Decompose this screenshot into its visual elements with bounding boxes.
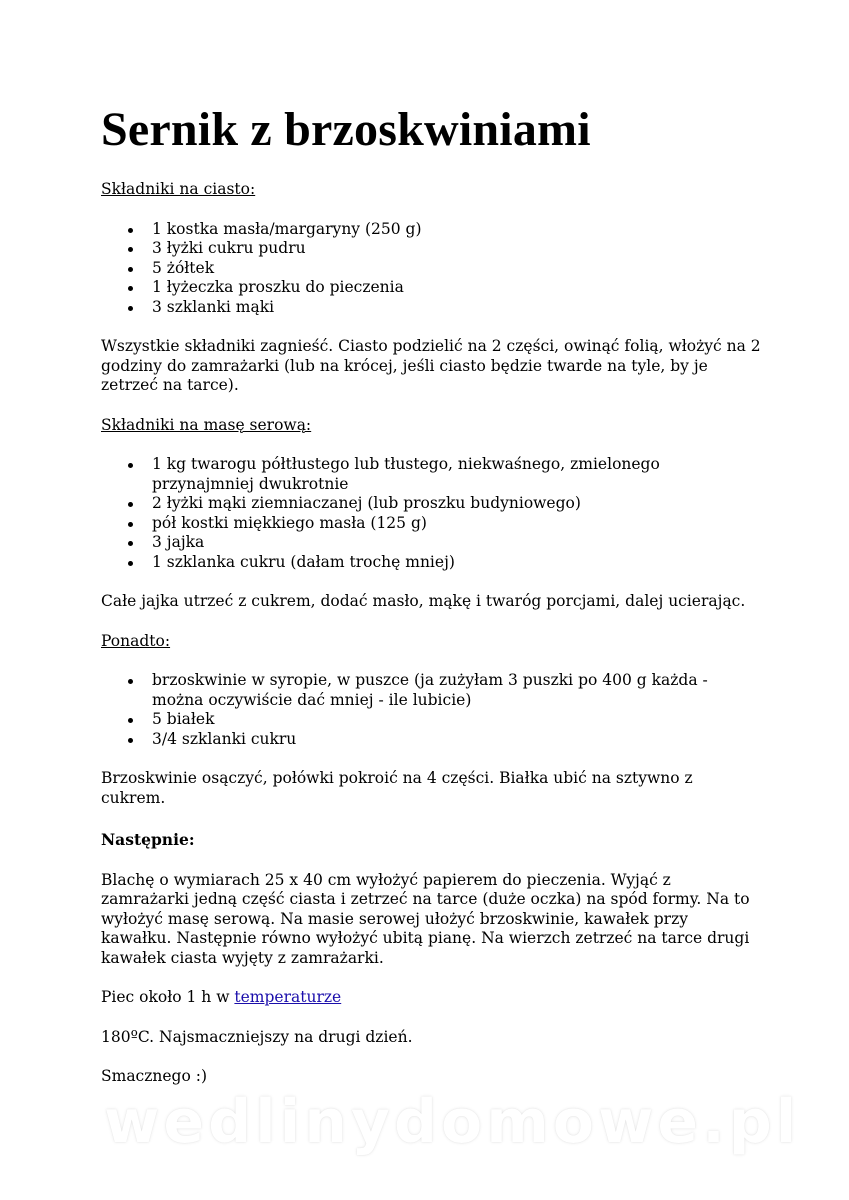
recipe-document	[101, 100, 761, 1107]
cheese-instructions: Całe jajka utrzeć z cukrem, dodać masło, mąkę i twaróg porcjami, dalej ucierając.	[101, 592, 746, 610]
cheese-ingredients-list	[101, 455, 761, 572]
dough-ingredients-list	[101, 220, 761, 318]
closing-text: Smacznego :)	[101, 1067, 208, 1085]
extra-heading: Ponadto:	[101, 631, 171, 650]
dough-heading: Składniki na ciasto:	[101, 180, 256, 198]
temperature-link[interactable]: temperaturze	[234, 988, 342, 1006]
next-heading: Następnie:	[101, 830, 195, 849]
list-item: 1 szklanka cukru (dałam trochę mniej)	[152, 553, 761, 573]
bake-prefix: Piec około 1 h w	[101, 988, 235, 1006]
list-item: 1 kg twarogu półtłustego lub tłustego, niekwaśnego, zmielonego przynajmniej dwukrotnie	[152, 455, 761, 494]
list-item: 5 białek	[152, 710, 761, 730]
dough-instructions: Wszystkie składniki zagnieść. Ciasto podzielić na 2 części, owinąć folią, włożyć na 2 godziny do zamrażarki (lub na krócej, jeśli ciasto będzie twarde na tyle, by je zetrzeć na tarce).	[101, 337, 761, 394]
next-instructions: Blachę o wymiarach 25 x 40 cm wyłożyć papierem do pieczenia. Wyjąć z zamrażarki jedną część ciasta i zetrzeć na tarce (duże oczka) na spód formy. Na to wyłożyć masę serową. Na masie serowej ułożyć brzoskwinie, kawałek przy kawałku. Następnie równo wyłożyć ubitą pianę. Na wierzch zetrzeć na tarce drugi kawałek ciasta wyjęty z zamrażarki.	[101, 870, 750, 967]
list-item: 3 łyżki cukru pudru	[152, 239, 761, 259]
extra-instructions: Brzoskwinie osączyć, połówki pokroić na 4 części. Białka ubić na sztywno z cukrem.	[101, 769, 693, 807]
watermark: wedlinydomowe.pl	[104, 1087, 801, 1157]
list-item: pół kostki miękkiego masła (125 g)	[152, 514, 761, 534]
bake-temperature-line: 180ºC. Najsmaczniejszy na drugi dzień.	[101, 1027, 413, 1046]
list-item: 3/4 szklanki cukru	[152, 730, 761, 750]
list-item: brzoskwinie w syropie, w puszce (ja zużyłam 3 puszki po 400 g każda - można oczywiście dać mniej - ile lubicie)	[152, 671, 761, 710]
page-title: Sernik z brzoskwiniami	[101, 103, 591, 156]
list-item: 5 żółtek	[152, 259, 761, 279]
bake-line	[101, 988, 761, 1008]
list-item: 3 szklanki mąki	[152, 298, 761, 318]
cheese-heading: Składniki na masę serową:	[101, 415, 312, 434]
list-item: 1 kostka masła/margaryny (250 g)	[152, 220, 761, 240]
list-item: 3 jajka	[152, 533, 761, 553]
list-item: 1 łyżeczka proszku do pieczenia	[152, 278, 761, 298]
list-item: 2 łyżki mąki ziemniaczanej (lub proszku budyniowego)	[152, 494, 761, 514]
extra-ingredients-list	[101, 671, 761, 749]
